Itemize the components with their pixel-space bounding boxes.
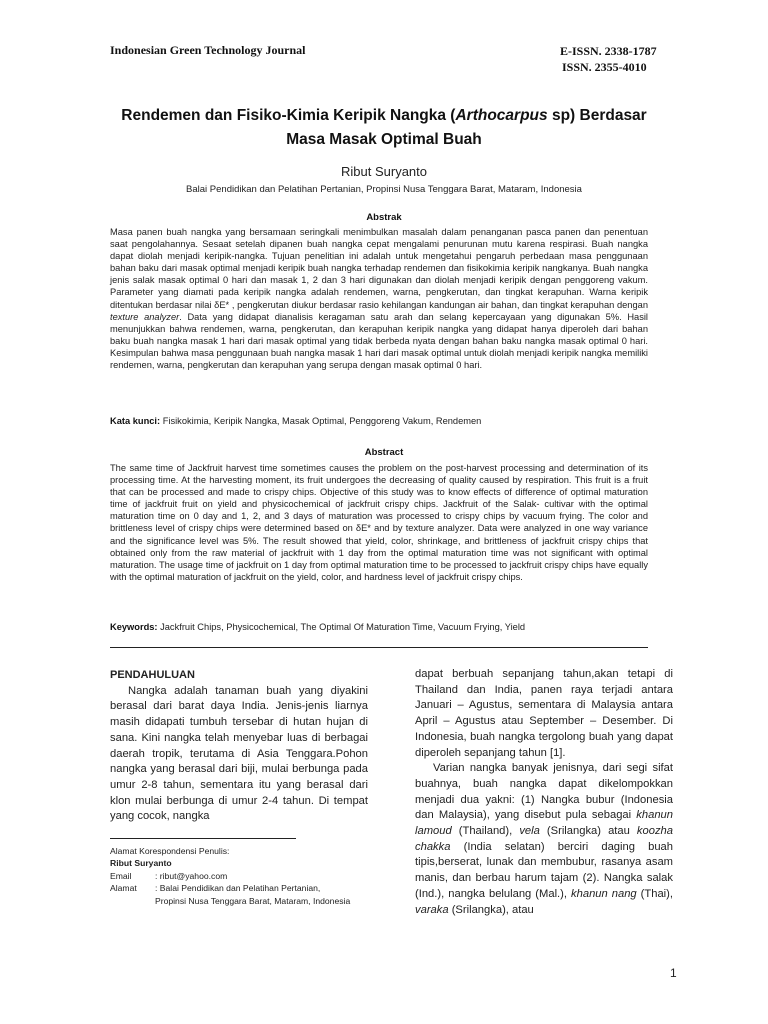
footnote-heading: Alamat Korespondensi Penulis:	[110, 846, 230, 856]
eissn: E-ISSN. 2338-1787	[560, 44, 657, 58]
body-right-para2	[415, 761, 673, 918]
para2-e: (Thai),	[636, 887, 674, 900]
para2-b: (Thailand),	[451, 825, 520, 838]
journal-name: Indonesian Green Technology Journal	[110, 43, 306, 57]
correspondence-footnote	[110, 845, 380, 907]
title-part1: Rendemen dan Fisiko-Kimia Keripik Nangka (	[121, 107, 456, 124]
title-line2: Masa Masak Optimal Buah	[286, 131, 482, 148]
author-name: Ribut Suryanto	[341, 164, 427, 179]
abstrak-text-a: Masa panen buah nangka yang bersamaan seringkali menimbulkan masalah dalam penanganan pasca panen dan penentuan saat pengolahannya. Sesaat setelah dipanen buah nangka cepat mengalami penurunan mutu karena respirasi. Buah nangka dapat diolah menjadi keripik-nangka. Tujuan penelitian ini adalah untuk mengetahui pengaruh perbedaan masa penggunaan bahan baku dari masak optimal menjadi keripik buah nangka terhadap rendemen dan fisikokimia keripik nangkanya. Buah nangka jenis salak masak optimal 0 hari dan masak 1, 2 dan 3 hari digunakan dan diolah menjadi keripik dengan penggoreng vakum. Parameter yang diamati pada keripik nangka adalah rendemen, warna, pengkerutan, dan tingkat kerapuhan. Warna keripik ditentukan berdasar nilai δE* , pengkerutan diukur berdasar rasio kehilangan kandungan air bahan, dan tingkat kerapuhan dengan	[110, 227, 648, 310]
issn-block	[560, 43, 657, 75]
abstrak-text	[110, 226, 648, 371]
keywords-label: Keywords:	[110, 622, 158, 632]
para2-italic-5: varaka	[415, 903, 449, 916]
author-affiliation: Balai Pendidikan dan Pelatihan Pertanian, Propinsi Nusa Tenggara Barat, Mataram, Indonesia	[186, 184, 582, 195]
para2-c: (Srilangka) atau	[539, 825, 637, 838]
body-right-column	[415, 667, 673, 918]
body-right-para1: dapat berbuah sepanjang tahun,akan tetapi di Thailand dan India, panen raya terjadi antara Januari – Agustus, sementara di Malaysia antara April – Agustus atau September – Desember. Di Indonesia, buah nangka tergolong buah yang dapat diperoleh sepanjang tahun [1].	[415, 668, 673, 759]
kata-kunci	[110, 416, 648, 426]
pendahuluan-heading: PENDAHULUAN	[110, 669, 195, 681]
para2-d: (India selatan) berciri daging buah tipis,berserat, lunak dan membubur, rasanya asam manis, dan berbau harum tajam (2). Nangka salak (Ind.), nangka belulang (Mal.),	[415, 840, 673, 900]
para2-italic-2: vela	[519, 825, 540, 838]
section-divider	[110, 647, 648, 648]
address-line1: : Balai Pendidikan dan Pelatihan Pertanian,	[155, 883, 321, 894]
paper-title	[110, 104, 658, 152]
footnote-address-row	[110, 882, 380, 894]
para2-italic-4: khanun nang	[571, 887, 637, 900]
para2-a: Varian nangka banyak jenisnya, dari segi sifat buahnya, buah nangka dapat dikelompokkan menjadi dua yakni: (1) Nangka bubur (Indonesia dan Malaysia), yang disebut pula sebagai	[415, 762, 673, 822]
footnote-rule	[110, 838, 296, 839]
abstrak-text-italic: texture analyzer	[110, 311, 180, 322]
email-value: : ribut@yahoo.com	[155, 870, 228, 881]
abstract-text: The same time of Jackfruit harvest time sometimes causes the problem on the post-harvest processing and determination of its processing time. At the harvesting moment, its fruit undergoes the decreasing of quality caused by respiration. This fruit is a fruit that can be processed and made to crispy chips. Objective of this study was to know effects of difference of optimal maturation time of jackfruit fruit on yield and physicochemical of jackfruit crispy chips. Jackfruit of the Salak- cultivar with the optimal maturation time on 0 day and 1, 2, and 3 days of maturation was processed to crispy chips by vacuum frying. The color and brittleness level of crispy chips were determined based on δE* and by texture analyzer. Data were analyzed in one way variance and the significance level was 5%. The result showed that yield, color, shrinkage, and brittleness of jackfruit crispy chips that obtained only from the raw material of jackfruit with 1 day from the optimal maturation time was not significant with optimal maturation. The usage time of jackfruit on 1 day from optimal maturation time to be processed to jackfruit crispy chips have equally with the optimal maturation of jackfruit on the yield, color, and hardness level of jackfruit crispy chips.	[110, 463, 648, 582]
page-number: 1	[670, 966, 677, 980]
address-label: Alamat	[110, 883, 137, 894]
footnote-name: Ribut Suryanto	[110, 858, 172, 869]
issn: ISSN. 2355-4010	[562, 60, 647, 74]
para2-italic-3: koozha chakka	[415, 825, 673, 853]
body-left-text: Nangka adalah tanaman buah yang diyakini berasal dari barat daya India. Jenis-jenis liarnya masih didapati tumbuh tersebar di hutan hujan di sana. Kini nangka telah menyebar luas di berbagai daerah tropik, terutama di Asia Tenggara.Pohon nangka yang berasal dari biji, mulai berbunga pada umur 2-8 tahun, sementara itu yang berasal dari klon mulai berbunga di umur 2-4 tahun. Di tempat yang cocok, nangka	[110, 684, 368, 823]
keywords-values: Jackfruit Chips, Physicochemical, The Optimal Of Maturation Time, Vacuum Frying, Yield	[157, 622, 526, 632]
kata-kunci-values: Fisikokimia, Keripik Nangka, Masak Optimal, Penggoreng Vakum, Rendemen	[160, 416, 482, 426]
abstrak-text-b: . Data yang didapat dianalisis keragaman satu arah dan selang kepercayaan yang digunakan 5%. Hasil menunjukkan bahwa rendemen, warna, pengkerutan, dan kerapuhan keripik nangka yang didapat hanya diperoleh dari bahan baku buah nangka masak 1 hari dari masak optimal yang tidak berbeda nyata dengan bahan baku nangka masak optimal 0 hari. Kesimpulan bahwa masa penggunaan buah nangka masak 1 hari dari masak optimal untuk diolah menjadi keripik nangka memiliki rendemen, warna, pengkerutan dan kerapuhan yang serupa dengan masak optimal 0 hari.	[110, 311, 648, 371]
title-part2: sp) Berdasar	[547, 107, 647, 124]
para2-f: (Srilangka), atau	[448, 903, 534, 916]
title-italic: Arthocarpus	[455, 107, 548, 124]
abstrak-heading: Abstrak	[366, 212, 402, 223]
footnote-email-row	[110, 870, 380, 882]
kata-kunci-label: Kata kunci:	[110, 416, 161, 426]
keywords	[110, 622, 648, 632]
abstract-heading: Abstract	[364, 447, 404, 458]
para2-italic-1: khanun lamoud	[415, 809, 673, 838]
email-label: Email	[110, 870, 132, 881]
address-line2: Propinsi Nusa Tenggara Barat, Mataram, Indonesia	[155, 895, 351, 906]
body-left-column	[110, 668, 368, 825]
